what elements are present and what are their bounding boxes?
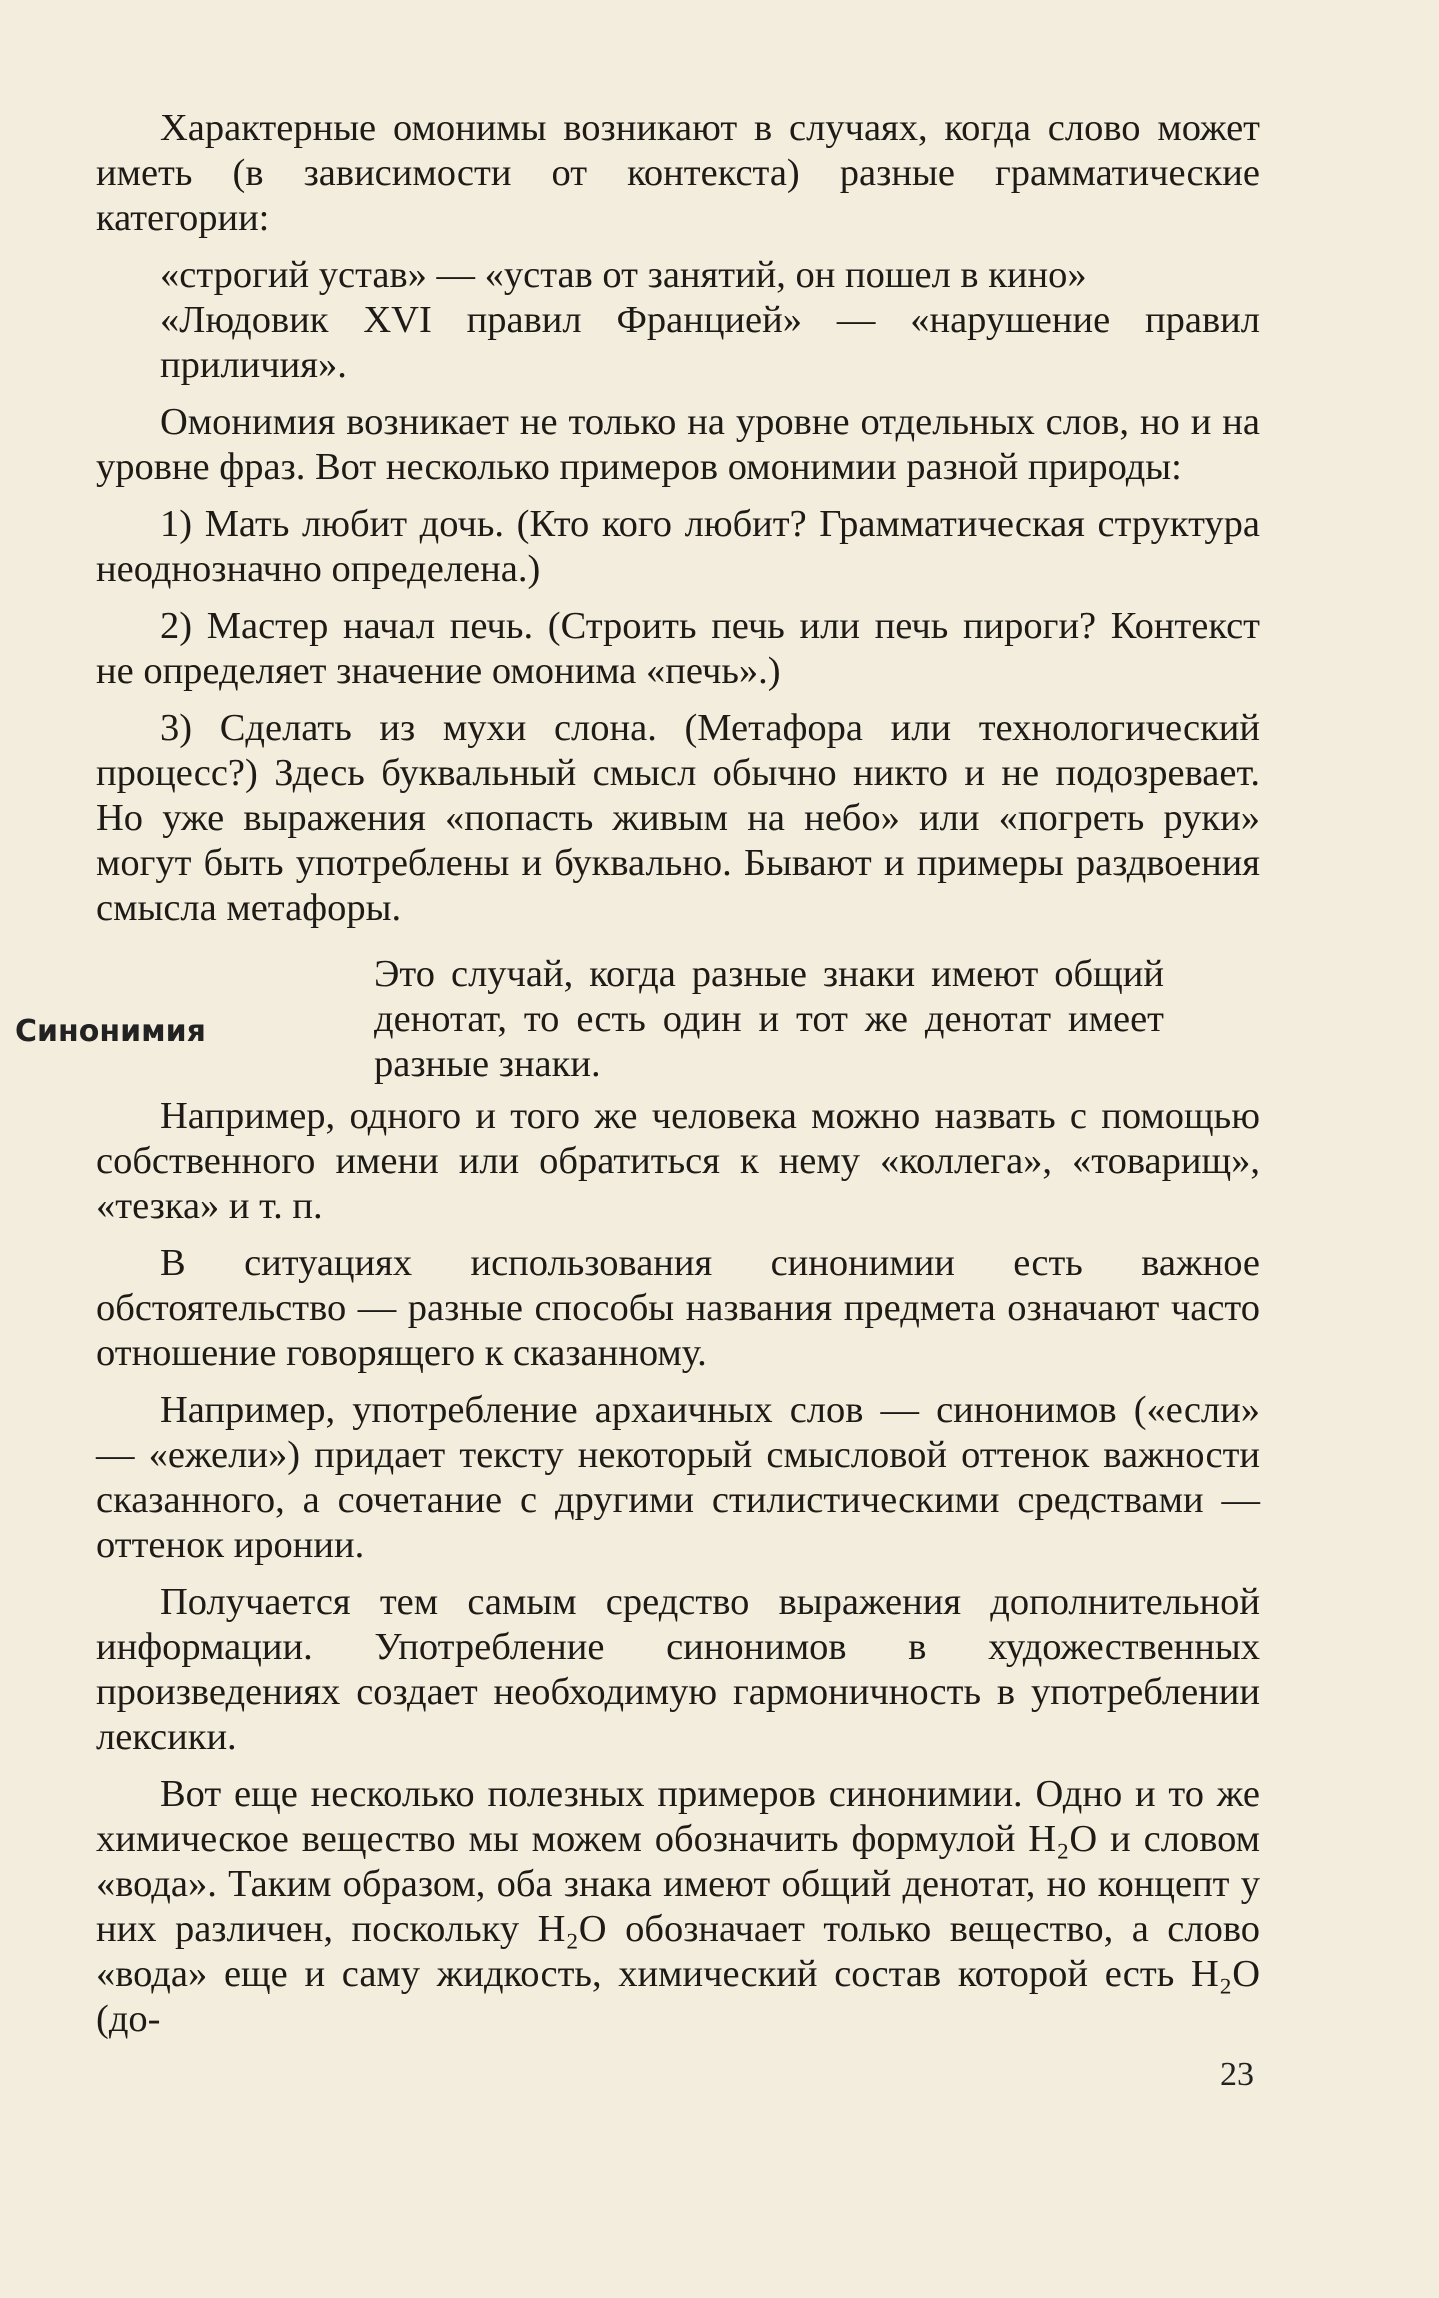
- paragraph-phrase-homonymy: Омонимия возникает не только на уровне отдельных слов, но и на уровне фраз. Вот несколько примеров омонимии разной природы:: [96, 401, 1260, 488]
- example-ustav: «строгий устав» — «устав от занятий, он пошел в кино»: [160, 254, 1087, 296]
- paragraph-additional-info: Получается тем самым средство выражения дополнительной информации. Употребление синонимов в художественных произведениях создает необходимую гармоничность в употреблении лексики.: [96, 1581, 1260, 1758]
- paragraph-archaic-words: Например, употребление архаичных слов — синонимов («если» — «ежели») придает тексту некоторый смысловой оттенок важности сказанного, а сочетание с другими стилистическими средствами — оттенок иронии.: [96, 1389, 1260, 1566]
- page-number: 23: [1220, 2056, 1254, 2093]
- example-item-2: 2) Мастер начал печь. (Строить печь или печь пироги? Контекст не определяет значение омонима «печь».): [96, 605, 1260, 692]
- main-column-lower: [96, 1094, 1260, 2042]
- example-pravil: «Людовик XVI правил Францией» — «нарушение правил приличия».: [160, 299, 1260, 386]
- paragraph-water-example: Вот еще несколько полезных примеров синонимии. Одно и то же химическое вещество мы можем обозначить формулой H₂O и словом «вода». Таким образом, оба знака имеют общий денотат, но концепт у них различен, поскольку H₂O обозначает только вещество, а слово «вода» еще и саму жидкость, химический состав которой есть H₂O (до-: [96, 1773, 1260, 2040]
- section-heading-synonymy: Синонимия: [15, 1014, 206, 1049]
- paragraph-synonym-situations: В ситуациях использования синонимии есть важное обстоятельство — разные способы названия предмета означают часто отношение говорящего к сказанному.: [96, 1242, 1260, 1374]
- paragraph-homonyms-intro: Характерные омонимы возникают в случаях, когда слово может иметь (в зависимости от контекста) разные грамматические категории:: [96, 107, 1260, 239]
- main-column: [96, 106, 1260, 931]
- example-item-3: 3) Сделать из мухи слона. (Метафора или технологический процесс?) Здесь буквальный смысл обычно никто и не подозревает. Но уже выражения «попасть живым на небо» или «погреть руки» могут быть употреблены и буквально. Бывают и примеры раздвоения смысла метафоры.: [96, 707, 1260, 929]
- synonymy-definition: Это случай, когда разные знаки имеют общий денотат, то есть один и тот же денотат имеет разные знаки.: [374, 953, 1164, 1085]
- example-item-1: 1) Мать любит дочь. (Кто кого любит? Грамматическая структура неоднозначно определена.): [96, 503, 1260, 590]
- paragraph-synonym-example: Например, одного и того же человека можно назвать с помощью собственного имени или обратиться к нему «коллега», «товарищ», «тезка» и т. п.: [96, 1095, 1260, 1227]
